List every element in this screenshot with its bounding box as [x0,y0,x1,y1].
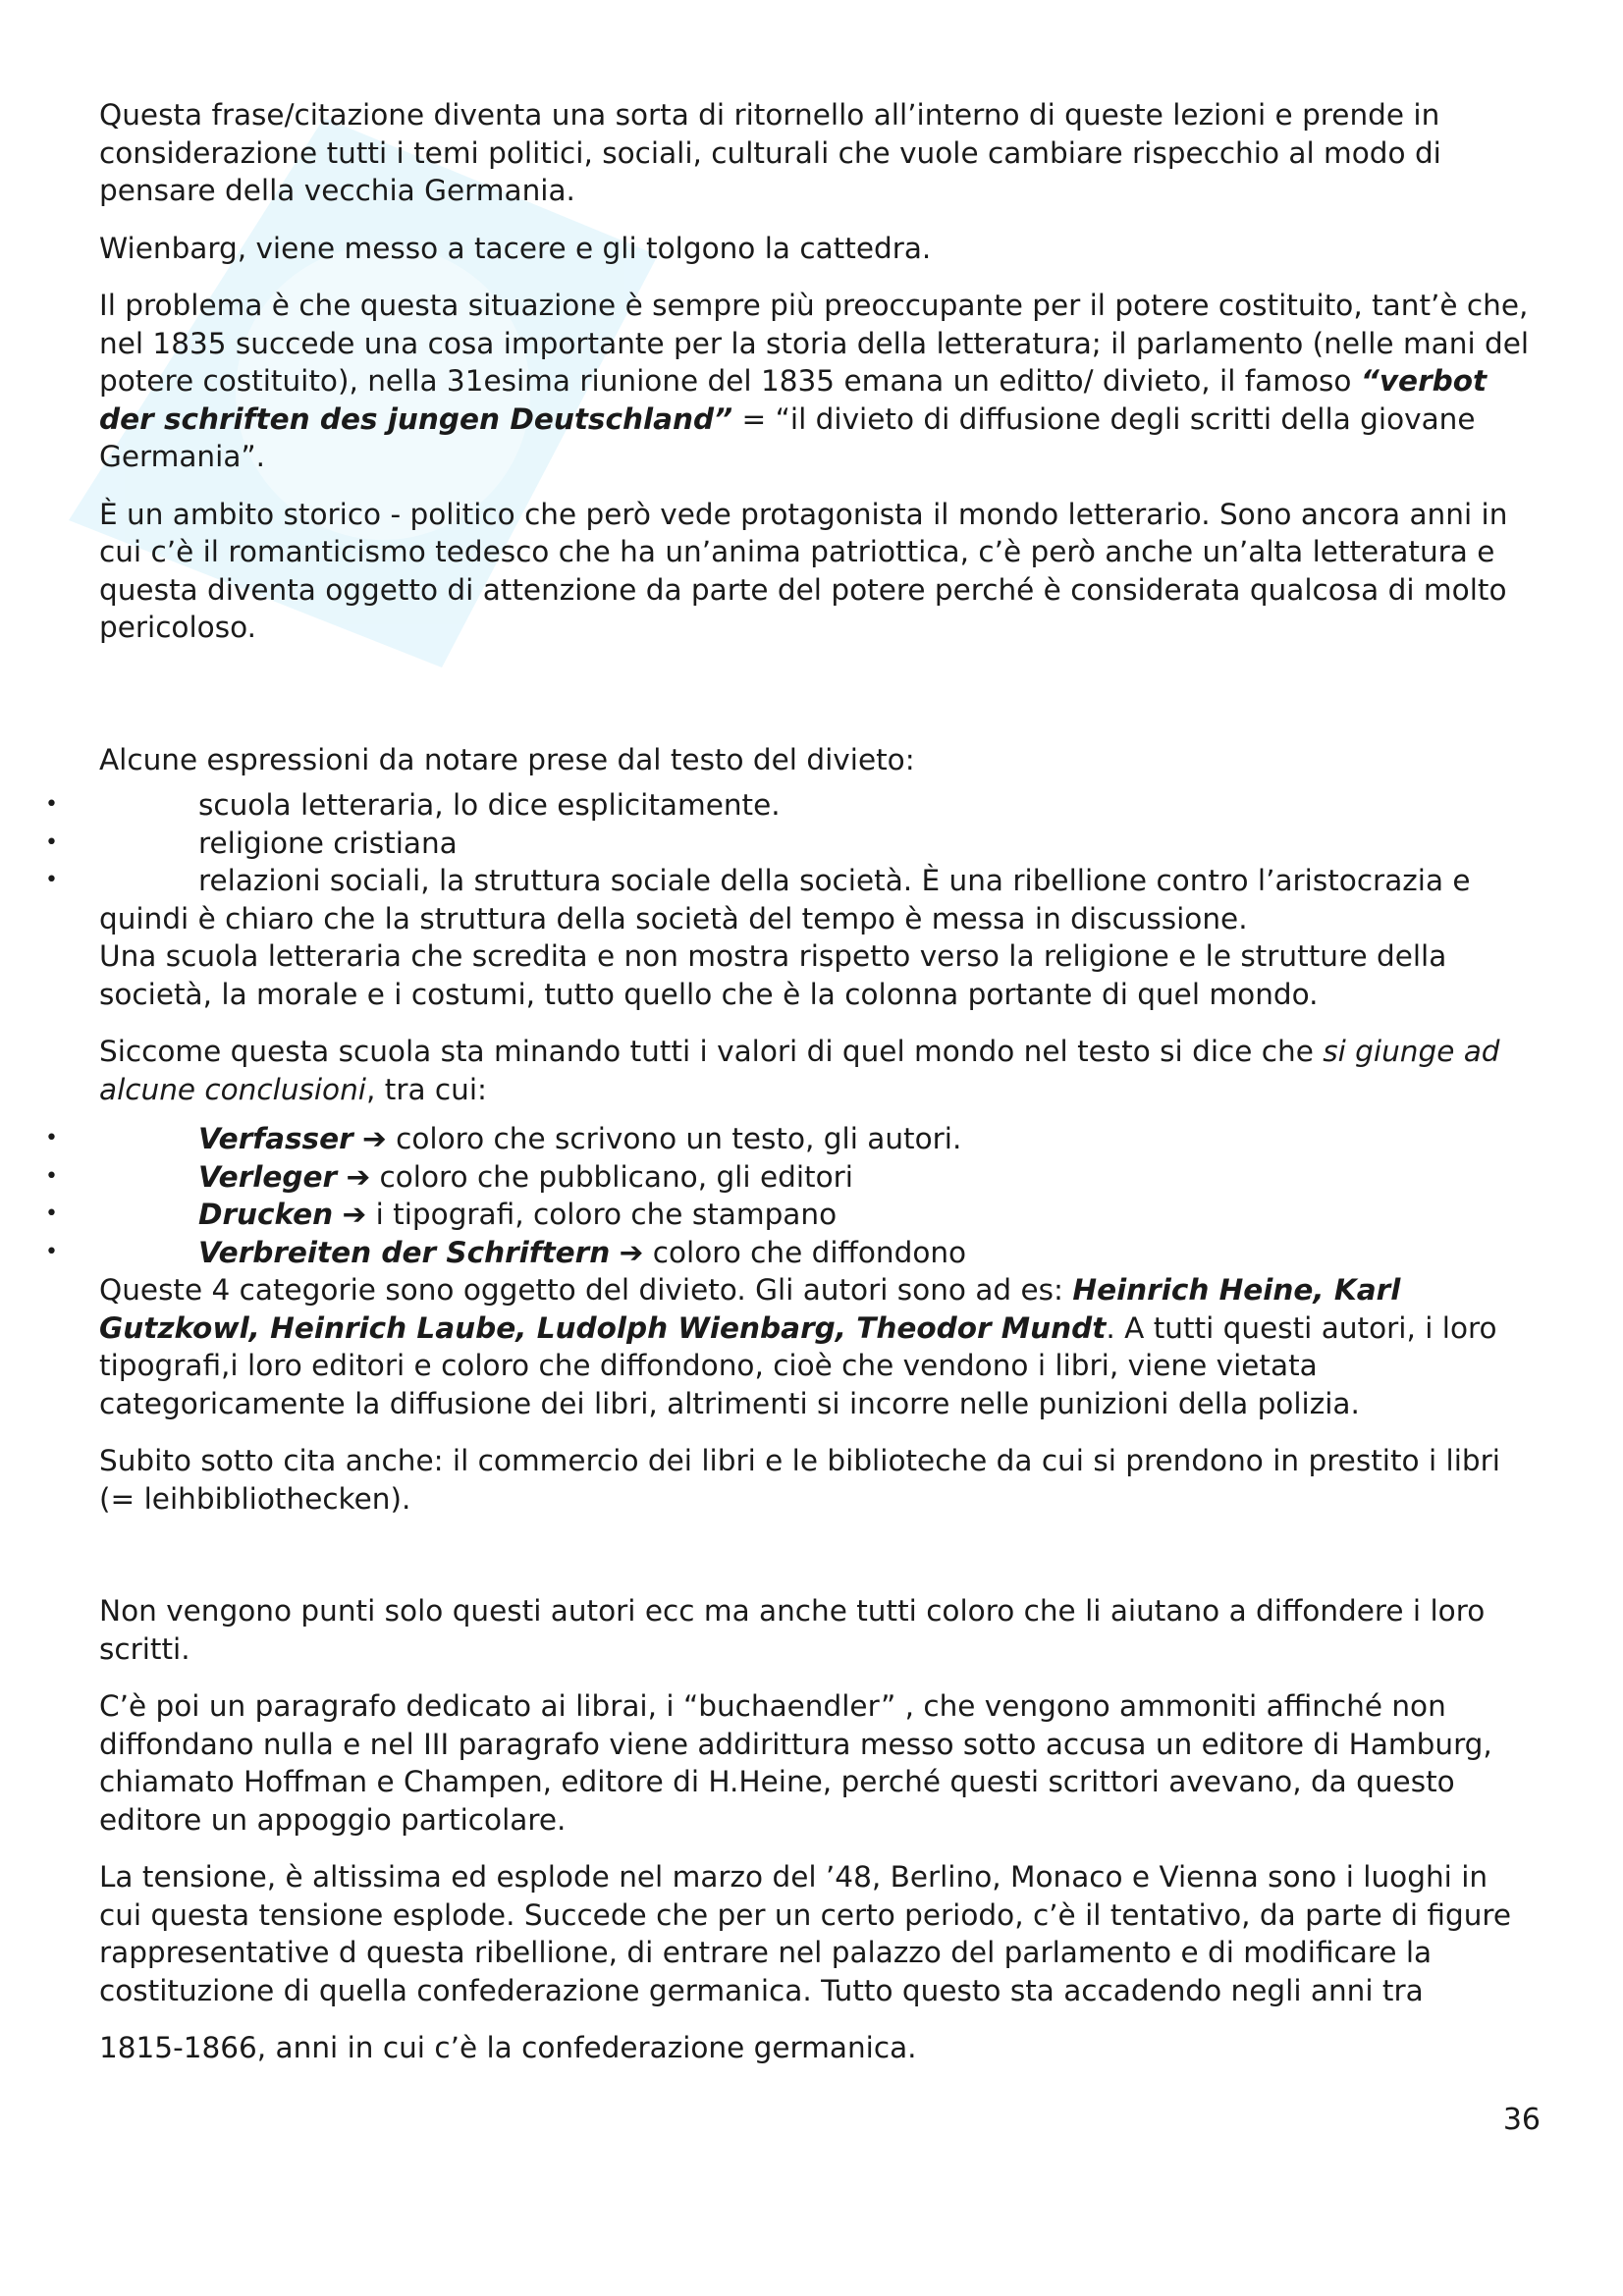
paragraph-7: Siccome questa scuola sta minando tutti i valori di quel mondo nel testo si dice che si giunge ad alcune conclusioni, tra cui: [99,1035,1500,1106]
list-item: • Verleger ➔ coloro che pubblicano, gli editori [45,1159,853,1194]
list-item: • religione cristiana [45,826,458,860]
list-item: • scuola letteraria, lo dice esplicitamente. [45,788,781,822]
list-item: • relazioni sociali, la struttura sociale della società. È una ribellione contro l’aristocrazia e [45,864,1471,897]
list-item: • Verbreiten der Schriftern ➔ coloro che diffondono [45,1235,967,1269]
list-continuation: quindi è chiaro che la struttura della società del tempo è messa in discussione. [99,901,1248,935]
arrow-icon: ➔ [362,1122,387,1155]
paragraph-10: Non vengono punti solo questi autori ecc ma anche tutti coloro che li aiutano a diffondere i loro scritti. [99,1594,1486,1666]
arrow-icon: ➔ [346,1159,371,1194]
paragraph-5: Alcune espressioni da notare prese dal testo del divieto: [99,742,915,776]
list-item: • Verfasser ➔ coloro che scrivono un testo, gli autori. [45,1122,962,1155]
paragraph-11: C’è poi un paragrafo dedicato ai librai, i “buchaendler” , che vengono ammoniti affinché non diffondano nulla e nel III paragrafo viene addirittura messo sotto accusa un editore di Hamburg, chiamato Hoffman e Champen, editore di H.Heine, perché questi scrittori avevano, da questo editore un appoggio particolare. [99,1689,1492,1837]
categories-list [45,1120,1533,1271]
paragraph-9: Subito sotto cita anche: il commercio dei libri e le biblioteche da cui si prendono in prestito i libri (= leihbibliothecken). [99,1444,1500,1516]
paragraph-2: Wienbarg, viene messo a tacere e gli tolgono la cattedra. [99,231,932,265]
paragraph-8: Queste 4 categorie sono oggetto del divieto. Gli autori sono ad es: Heinrich Heine, Karl Gutzkowl, Heinrich Laube, Ludolph Wienbarg, Theodor Mundt. A tutti questi autori, i loro tipografi,i loro editori e coloro che diffondono, cioè che vendono i libri, viene vietata categoricamente la diffusione dei libri, altrimenti si incorre nelle punizioni della polizia. [99,1273,1497,1420]
paragraph-4: È un ambito storico - politico che però vede protagonista il mondo letterario. Sono ancora anni in cui c’è il romanticismo tedesco che ha un’anima patriottica, c’è però anche un’alta letteratura e questa diventa oggetto di attenzione da parte del potere perché è considerata qualcosa di molto pericoloso. [99,497,1508,644]
paragraph-12: La tensione, è altissima ed esplode nel marzo del ’48, Berlino, Monaco e Vienna sono i luoghi in cui questa tensione esplode. Succede che per un certo periodo, c’è il tentativo, da parte di figure rappresentative d questa ribellione, di entrare nel palazzo del parlamento e di modificare la costituzione di quella confederazione germanica. Tutto questo sta accadendo negli anni tra [99,1860,1512,2007]
paragraph-3: Il problema è che questa situazione è sempre più preoccupante per il potere costituito, tant’è che, nel 1835 succede una cosa importante per la storia della letteratura; il parlamento (nelle mani del potere costituito), nella 31esima riunione del 1835 emana un editto/ divieto, il famoso “verbot der schriften des jungen Deutschland” = “il divieto di diffusione degli scritti della giovane Germania”. [99,289,1530,473]
page-number: 36 [1502,2103,1541,2137]
paragraph-6: Una scuola letteraria che scredita e non mostra rispetto verso la religione e le strutture della società, la morale e i costumi, tutto quello che è la colonna portante di quel mondo. [99,939,1447,1011]
document-page [45,96,1533,2087]
paragraph-1: Questa frase/citazione diventa una sorta di ritornello all’interno di queste lezioni e prende in considerazione tutti i temi politici, sociali, culturali che vuole cambiare rispecchio al modo di pensare della vecchia Germania. [99,98,1441,207]
paragraph-13: 1815-1866, anni in cui c’è la confederazione germanica. [99,2031,917,2064]
list-item: • Drucken ➔ i tipografi, coloro che stampano [45,1198,838,1231]
authors-list: Heinrich Heine, Karl Gutzkowl, Heinrich Laube, Ludolph Wienbarg, Theodor Mundt [99,1273,1401,1345]
arrow-icon: ➔ [342,1198,367,1231]
expressions-list [45,786,1533,900]
arrow-icon: ➔ [619,1235,644,1269]
decree-title: “verbot der schriften des jungen Deutschland” [99,364,1488,436]
